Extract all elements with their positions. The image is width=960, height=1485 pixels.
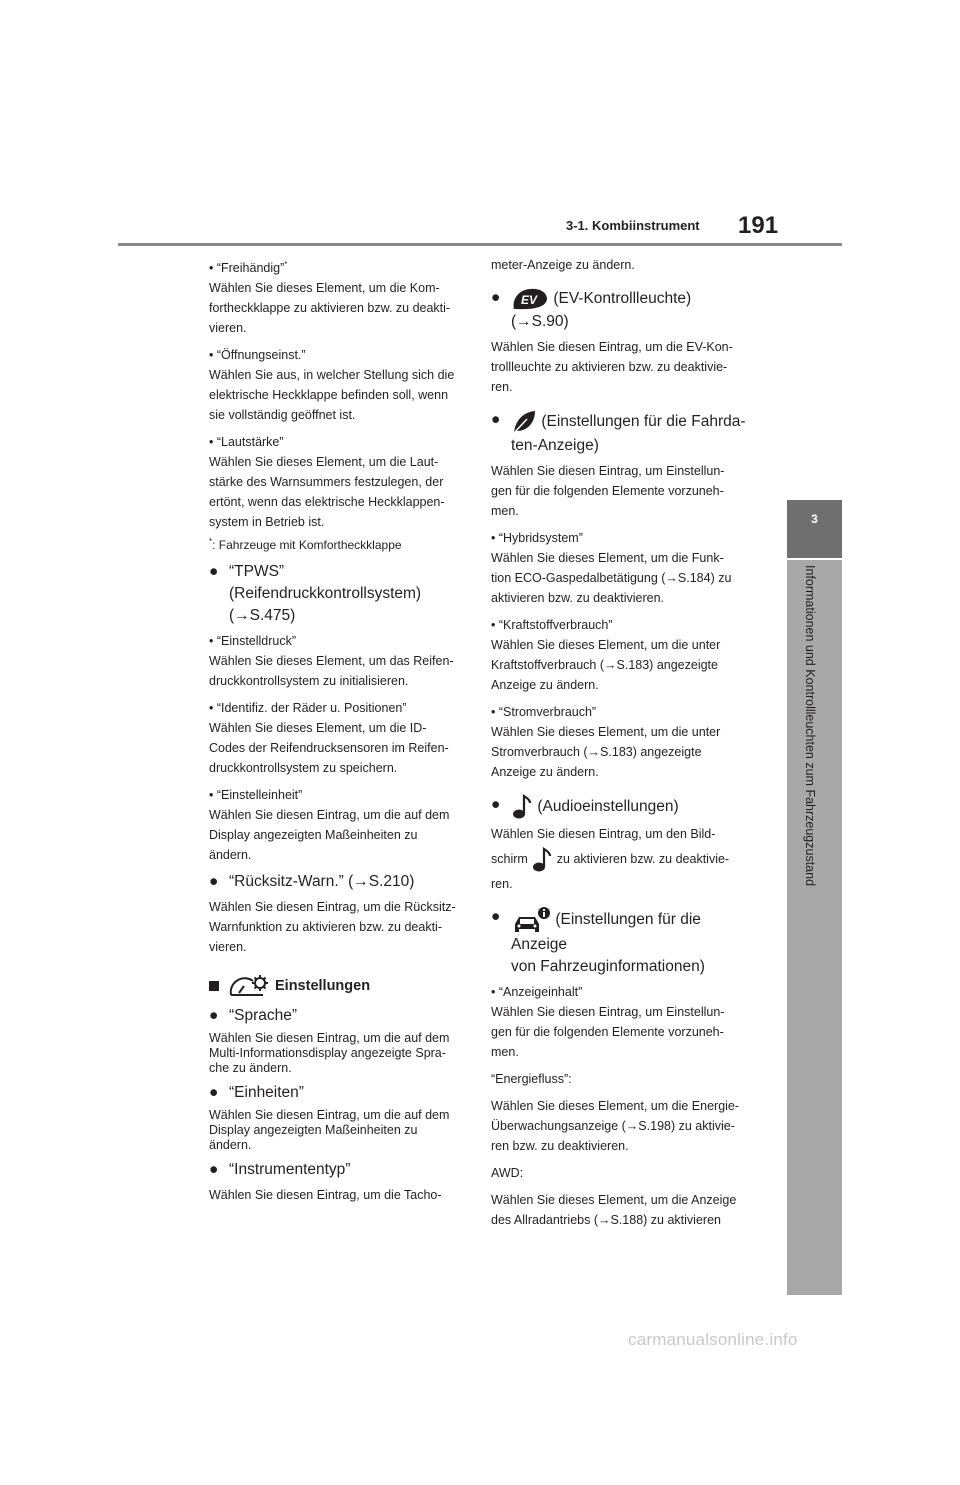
heading-instrumententyp: ● “Instrumententyp”: [209, 1161, 351, 1179]
footnote: *: Fahrzeuge mit Komfortheckklappe: [209, 537, 402, 553]
bullet-identifiz: • “Identifiz. der Räder u. Positionen”: [209, 701, 407, 716]
paragraph: AWD:: [491, 1166, 524, 1180]
heading-ev: ● EV (EV-Kontrollleuchte) (→S.90): [491, 289, 692, 330]
chapter-label: Informationen und Kontrollleuchten zum Fahrzeugzustand: [803, 565, 817, 887]
heading-ruecksitz: ● “Rücksitz-Warn.” (→S.210): [209, 873, 415, 891]
eco-leaf-icon: [511, 409, 537, 435]
gauge-settings-icon: [227, 973, 269, 999]
left-column: [209, 255, 469, 1205]
car-info-icon: [511, 906, 551, 934]
paragraph: Wählen Sie dieses Element, um die unter Kraftstoffverbrauch (→S.183) angezeigte Anzeige zu ändern.: [491, 638, 721, 692]
heading-tpws: ● “TPWS” (Reifendruckkontrollsystem) (→S.475): [209, 563, 422, 625]
paragraph: Wählen Sie diesen Eintrag, um die Tacho-: [209, 1188, 442, 1203]
paragraph: schirm zu aktivieren bzw. zu deaktivie-: [491, 844, 751, 874]
square-bullet: [209, 981, 219, 991]
paragraph: ren.: [491, 877, 513, 891]
bullet-oeffnungseinst: • “Öffnungseinst.”: [209, 348, 306, 363]
paragraph: Wählen Sie dieses Element, um die Laut- stärke des Warnsummers festzulegen, der ertönt, wenn das elektrische Heckklappen- system in Betrieb ist.: [209, 455, 445, 530]
bullet-kraftstoffverbrauch: • “Kraftstoffverbrauch”: [491, 618, 613, 632]
paragraph: meter-Anzeige zu ändern.: [491, 258, 635, 272]
music-note-icon: [531, 847, 553, 873]
bullet-hybridsystem: • “Hybridsystem”: [491, 531, 583, 545]
paragraph: Wählen Sie diesen Eintrag, um die auf dem Display angezeigten Maßeinheiten zu ändern.: [209, 1108, 450, 1153]
chapter-tab: 3: [787, 500, 842, 558]
paragraph: Wählen Sie diesen Eintrag, um Einstellun- gen für die folgenden Elemente vorzuneh- men.: [491, 464, 725, 518]
ev-icon: [511, 287, 549, 311]
section-heading-einstellungen: Einstellungen: [209, 973, 469, 999]
header-rule: [118, 243, 842, 246]
header-title: 3-1. Kombiinstrument: [566, 218, 700, 233]
paragraph: Wählen Sie dieses Element, um das Reifen- druckkontrollsystem zu initialisieren.: [209, 654, 454, 689]
paragraph: Wählen Sie diesen Eintrag, um die Rücksitz- Warnfunktion zu aktivieren bzw. zu deakti- vieren.: [209, 900, 456, 955]
bullet-einstelldruck: • “Einstelldruck”: [209, 634, 297, 649]
paragraph: Wählen Sie aus, in welcher Stellung sich die elektrische Heckklappe befinden soll, wenn sie vollständig geöffnet ist.: [209, 368, 455, 423]
heading-info: ● (Einstellungen für die Anzeige von Fahrzeuginformationen): [491, 908, 705, 975]
right-column: [491, 255, 751, 1230]
bullet-stromverbrauch: • “Stromverbrauch”: [491, 705, 597, 719]
bullet-freihaendig: • “Freihändig”*: [209, 260, 288, 276]
heading-eco: ● (Einstellungen für die Fahrda- ten-Anzeige): [491, 411, 746, 454]
paragraph: Wählen Sie diesen Eintrag, um den Bild-: [491, 827, 716, 841]
bullet-lautstaerke: • “Lautstärke”: [209, 435, 284, 450]
page-number: 191: [738, 212, 779, 239]
paragraph: Wählen Sie dieses Element, um die unter Stromverbrauch (→S.183) angezeigte Anzeige zu ändern.: [491, 725, 721, 779]
paragraph: Wählen Sie diesen Eintrag, um Einstellun- gen für die folgenden Elemente vorzuneh- men.: [491, 1005, 725, 1059]
svg-text:EV: EV: [521, 293, 538, 307]
watermark: carmanualsonline.info: [628, 1330, 798, 1349]
paragraph: “Energiefluss”:: [491, 1072, 572, 1086]
paragraph: Wählen Sie diesen Eintrag, um die auf dem Display angezeigten Maßeinheiten zu ändern.: [209, 808, 450, 863]
paragraph: Wählen Sie diesen Eintrag, um die auf dem Multi-Informationsdisplay angezeigte Spra- che zu ändern.: [209, 1031, 450, 1076]
heading-einheiten: ● “Einheiten”: [209, 1084, 304, 1102]
paragraph: Wählen Sie dieses Element, um die Kom- fortheckklappe zu aktivieren bzw. zu deakti- vieren.: [209, 281, 451, 336]
heading-audio: ● (Audioeinstellungen): [491, 794, 751, 820]
bullet-anzeigeinhalt: • “Anzeigeinhalt”: [491, 985, 583, 999]
heading-sprache: ● “Sprache”: [209, 1007, 298, 1025]
paragraph: Wählen Sie dieses Element, um die Funk- tion ECO-Gaspedalbetätigung (→S.184) zu aktivieren bzw. zu deaktivieren.: [491, 551, 732, 605]
paragraph: Wählen Sie dieses Element, um die Anzeige des Allradantriebs (→S.188) zu aktivieren: [491, 1193, 737, 1227]
paragraph: Wählen Sie dieses Element, um die Energie- Überwachungsanzeige (→S.198) zu aktivie- ren bzw. zu deaktivieren.: [491, 1099, 740, 1153]
music-note-icon: [511, 794, 533, 820]
paragraph: Wählen Sie dieses Element, um die ID- Codes der Reifendrucksensoren im Reifen- druckkontrollsystem zu speichern.: [209, 721, 449, 776]
bullet-einstelleinheit: • “Einstelleinheit”: [209, 788, 303, 803]
paragraph: Wählen Sie diesen Eintrag, um die EV-Kon- trollleuchte zu aktivieren bzw. zu deaktivie- ren.: [491, 340, 733, 394]
